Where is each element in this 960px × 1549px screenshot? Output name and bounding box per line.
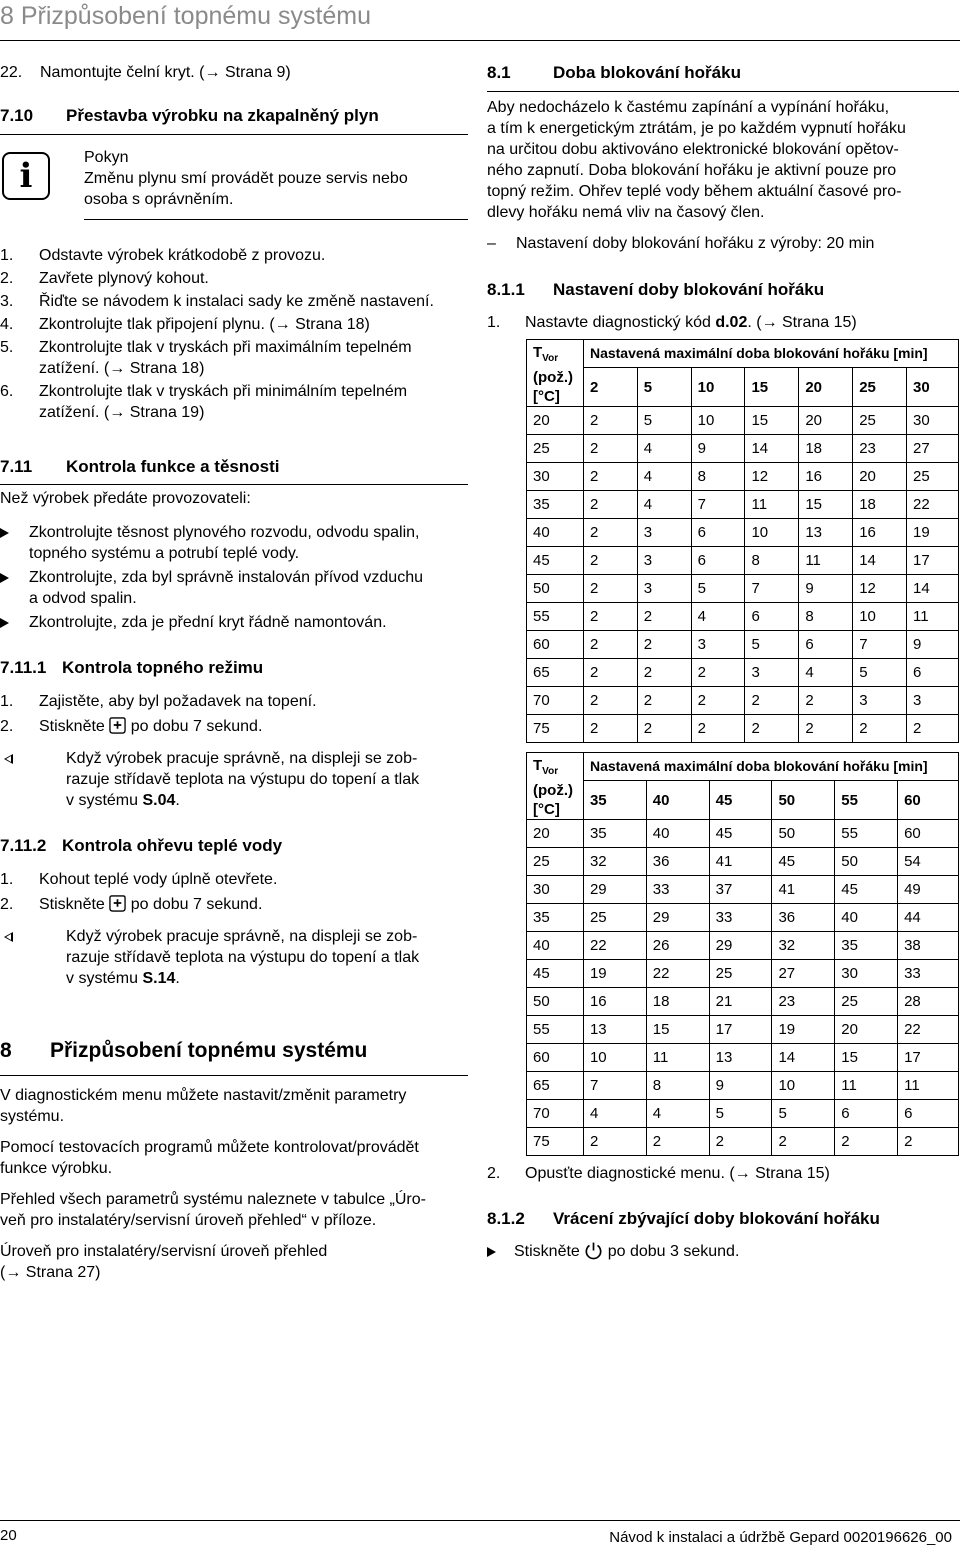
temperature-cell: 20: [527, 820, 584, 848]
footer-rule: [0, 1520, 960, 1521]
value-cell: 8: [799, 603, 853, 631]
temperature-cell: 35: [527, 904, 584, 932]
table-title-cell: Nastavená maximální doba blokování hořáku [min]: [583, 340, 958, 368]
value-cell: 33: [646, 876, 709, 904]
value-cell: 2: [853, 715, 907, 743]
table-title-cell: Nastavená maximální doba blokování hořáku [min]: [583, 753, 958, 781]
table-row: [527, 848, 959, 876]
table-row: [527, 407, 959, 435]
value-cell: 10: [583, 1044, 646, 1072]
value-cell: 20: [799, 407, 853, 435]
value-cell: 13: [583, 1016, 646, 1044]
value-cell: 5: [709, 1100, 772, 1128]
value-cell: 3: [691, 631, 745, 659]
value-cell: 2: [637, 659, 691, 687]
value-cell: 26: [646, 932, 709, 960]
section-7-11-1-heading: 7.11.1 Kontrola topného režimu: [0, 658, 264, 677]
temp-header-cell: $T_{Vor}$ (pož.) [°C]: [527, 340, 584, 407]
value-cell: 25: [853, 407, 907, 435]
value-cell: 2: [691, 715, 745, 743]
value-cell: 10: [745, 519, 799, 547]
temperature-cell: 65: [527, 1072, 584, 1100]
value-cell: 11: [907, 603, 959, 631]
value-cell: 11: [745, 491, 799, 519]
value-cell: 7: [853, 631, 907, 659]
value-cell: 12: [745, 463, 799, 491]
section-8-1-1-heading: 8.1.1 Nastavení doby blokování hořáku: [487, 280, 825, 299]
section-8-1-2-heading: 8.1.2 Vrácení zbývající doby blokování hořáku: [487, 1209, 880, 1228]
step-2: 2. Stiskněte po dobu 7 sekund.: [0, 896, 263, 913]
value-cell: 2: [637, 687, 691, 715]
value-cell: 25: [907, 463, 959, 491]
bullet-arrow-icon: [0, 573, 9, 583]
value-cell: 9: [709, 1072, 772, 1100]
value-cell: 32: [583, 848, 646, 876]
temperature-cell: 50: [527, 575, 584, 603]
temperature-cell: 70: [527, 687, 584, 715]
value-cell: 13: [799, 519, 853, 547]
result-arrow-icon: [4, 754, 13, 764]
value-cell: 36: [772, 904, 835, 932]
section-7-11-heading: 7.11 Kontrola funkce a těsnosti: [0, 457, 280, 476]
value-cell: 4: [799, 659, 853, 687]
list-item: 1. Odstavte výrobek krátkodobě z provozu.: [0, 247, 326, 264]
value-cell: 3: [637, 519, 691, 547]
value-cell: 35: [835, 932, 898, 960]
value-cell: 9: [691, 435, 745, 463]
value-cell: 30: [907, 407, 959, 435]
value-cell: 2: [637, 715, 691, 743]
temperature-cell: 20: [527, 407, 584, 435]
note-line: Změnu plynu smí provádět pouze servis nebo: [84, 170, 408, 187]
section-rule: [0, 1075, 468, 1076]
list-item: 5. Zkontrolujte tlak v tryskách při maximálním tepelném zatížení. (→ Strana 18): [0, 339, 412, 377]
value-cell: 11: [835, 1072, 898, 1100]
step-2: 2. Stiskněte po dobu 7 sekund.: [0, 718, 263, 735]
value-cell: 38: [898, 932, 959, 960]
value-cell: 23: [853, 435, 907, 463]
table-row: [527, 547, 959, 575]
value-cell: 40: [835, 904, 898, 932]
value-cell: 7: [745, 575, 799, 603]
value-cell: 36: [646, 848, 709, 876]
value-cell: 25: [835, 988, 898, 1016]
value-cell: 10: [772, 1072, 835, 1100]
value-cell: 9: [907, 631, 959, 659]
bullet-item: Stiskněte po dobu 3 sekund.: [487, 1241, 739, 1262]
value-cell: 10: [691, 407, 745, 435]
temperature-cell: 25: [527, 848, 584, 876]
table-row: [527, 960, 959, 988]
value-cell: 6: [691, 519, 745, 547]
plus-button-icon: [109, 895, 126, 912]
value-cell: 14: [907, 575, 959, 603]
value-cell: 2: [583, 463, 637, 491]
value-cell: 22: [907, 491, 959, 519]
value-cell: 11: [646, 1044, 709, 1072]
value-cell: 6: [691, 547, 745, 575]
value-cell: 35: [583, 820, 646, 848]
table-header-row: [527, 340, 959, 368]
value-cell: 2: [745, 715, 799, 743]
value-cell: 2: [583, 715, 637, 743]
list-item: 2. Zavřete plynový kohout.: [0, 270, 209, 287]
value-cell: 2: [745, 687, 799, 715]
value-cell: 8: [745, 547, 799, 575]
plus-button-icon: [109, 717, 126, 734]
value-cell: 4: [646, 1100, 709, 1128]
value-cell: 6: [745, 603, 799, 631]
page-number: 20: [0, 1527, 17, 1544]
value-cell: 25: [583, 904, 646, 932]
temperature-cell: 55: [527, 603, 584, 631]
value-cell: 2: [799, 687, 853, 715]
table-row: [527, 1072, 959, 1100]
table-row: [527, 932, 959, 960]
table-subheader-row: 35 40 45 50 55 60: [527, 781, 959, 820]
value-cell: 11: [898, 1072, 959, 1100]
value-cell: 2: [583, 631, 637, 659]
value-cell: 55: [835, 820, 898, 848]
temp-header-cell: $T_{Vor}$ (pož.) [°C]: [527, 753, 584, 820]
table-row: [527, 491, 959, 519]
value-cell: 17: [709, 1016, 772, 1044]
value-cell: 19: [583, 960, 646, 988]
temperature-cell: 60: [527, 1044, 584, 1072]
result-arrow-icon: [4, 932, 13, 942]
value-cell: 50: [835, 848, 898, 876]
value-cell: 40: [646, 820, 709, 848]
value-cell: 30: [835, 960, 898, 988]
table-row: [527, 988, 959, 1016]
value-cell: 22: [898, 1016, 959, 1044]
list-item: 6. Zkontrolujte tlak v tryskách při minimálním tepelném zatížení. (→ Strana 19): [0, 383, 408, 421]
value-cell: 45: [835, 876, 898, 904]
value-cell: 33: [709, 904, 772, 932]
paragraph: V diagnostickém menu můžete nastavit/změnit parametry systému.: [0, 1087, 407, 1125]
value-cell: 2: [637, 631, 691, 659]
value-cell: 2: [583, 407, 637, 435]
value-cell: 2: [898, 1128, 959, 1156]
value-cell: 18: [646, 988, 709, 1016]
table-row: [527, 519, 959, 547]
value-cell: 5: [691, 575, 745, 603]
table-header-row: [527, 753, 959, 781]
table-row: [527, 631, 959, 659]
bullet-item: Zkontrolujte těsnost plynového rozvodu, odvodu spalin, topného systému a potrubí teplé vody.: [0, 522, 470, 564]
value-cell: 2: [583, 603, 637, 631]
value-cell: 2: [583, 1128, 646, 1156]
value-cell: 15: [646, 1016, 709, 1044]
value-cell: 22: [583, 932, 646, 960]
value-cell: 28: [898, 988, 959, 1016]
page-header: 8 Přizpůsobení topnému systému: [0, 2, 372, 30]
value-cell: 27: [907, 435, 959, 463]
table-row: [527, 603, 959, 631]
value-cell: 54: [898, 848, 959, 876]
note-rule: [84, 219, 468, 220]
table-row: [527, 687, 959, 715]
value-cell: 18: [853, 491, 907, 519]
value-cell: 17: [898, 1044, 959, 1072]
dash-item: – Nastavení doby blokování hořáku z výroby: 20 min: [487, 235, 875, 252]
value-cell: 14: [853, 547, 907, 575]
table-row: [527, 435, 959, 463]
value-cell: 10: [853, 603, 907, 631]
temperature-cell: 35: [527, 491, 584, 519]
value-cell: 6: [907, 659, 959, 687]
bullet-arrow-icon: [0, 528, 9, 538]
note-box: [84, 147, 408, 210]
value-cell: 6: [835, 1100, 898, 1128]
value-cell: 45: [709, 820, 772, 848]
temperature-cell: 40: [527, 932, 584, 960]
value-cell: 21: [709, 988, 772, 1016]
value-cell: 5: [772, 1100, 835, 1128]
value-cell: 60: [898, 820, 959, 848]
value-cell: 2: [583, 659, 637, 687]
value-cell: 2: [583, 519, 637, 547]
value-cell: 45: [772, 848, 835, 876]
value-cell: 3: [637, 547, 691, 575]
value-cell: 27: [772, 960, 835, 988]
value-cell: 16: [799, 463, 853, 491]
steps-7-10: [0, 245, 470, 423]
table-row: [527, 1044, 959, 1072]
table-row: [527, 715, 959, 743]
temperature-cell: 55: [527, 1016, 584, 1044]
note-title: Pokyn: [84, 149, 129, 166]
value-cell: 6: [898, 1100, 959, 1128]
value-cell: 3: [637, 575, 691, 603]
temperature-cell: 70: [527, 1100, 584, 1128]
value-cell: 17: [907, 547, 959, 575]
value-cell: 12: [853, 575, 907, 603]
table-row: [527, 1016, 959, 1044]
value-cell: 2: [907, 715, 959, 743]
value-cell: 3: [853, 687, 907, 715]
value-cell: 6: [799, 631, 853, 659]
section-rule: [0, 134, 468, 135]
list-item: 3. Řiďte se návodem k instalaci sady ke změně nastavení.: [0, 293, 434, 310]
intro-text: Než výrobek předáte provozovateli:: [0, 490, 251, 507]
temperature-cell: 45: [527, 547, 584, 575]
header-rule: [0, 40, 960, 41]
value-cell: 41: [709, 848, 772, 876]
blocking-time-table-2: [526, 752, 959, 1156]
value-cell: 15: [835, 1044, 898, 1072]
value-cell: 2: [583, 575, 637, 603]
table-row: [527, 1128, 959, 1156]
value-cell: 5: [853, 659, 907, 687]
value-cell: 15: [799, 491, 853, 519]
value-cell: 16: [853, 519, 907, 547]
value-cell: 2: [583, 547, 637, 575]
value-cell: 4: [637, 491, 691, 519]
value-cell: 32: [772, 932, 835, 960]
value-cell: 15: [745, 407, 799, 435]
value-cell: 3: [907, 687, 959, 715]
value-cell: 4: [637, 463, 691, 491]
table-row: [527, 820, 959, 848]
value-cell: 16: [583, 988, 646, 1016]
temperature-cell: 30: [527, 463, 584, 491]
value-cell: 7: [691, 491, 745, 519]
temperature-cell: 50: [527, 988, 584, 1016]
value-cell: 20: [835, 1016, 898, 1044]
value-cell: 29: [646, 904, 709, 932]
value-cell: 2: [637, 603, 691, 631]
value-cell: 7: [583, 1072, 646, 1100]
step-2: 2. Opusťte diagnostické menu. (→ Strana 15): [487, 1165, 830, 1182]
list-item: 4. Zkontrolujte tlak připojení plynu. (→ Strana 18): [0, 316, 370, 333]
table-row: [527, 575, 959, 603]
value-cell: 8: [691, 463, 745, 491]
temperature-cell: 60: [527, 631, 584, 659]
bullet-item: Zkontrolujte, zda je přední kryt řádně namontován.: [0, 612, 470, 633]
paragraph: Úroveň pro instalatéry/servisní úroveň přehled (→ Strana 27): [0, 1243, 328, 1281]
section-7-11-2-heading: 7.11.2 Kontrola ohřevu teplé vody: [0, 836, 283, 855]
bullets-7-11: [0, 522, 470, 633]
section-8-1-heading: 8.1 Doba blokování hořáku: [487, 63, 741, 82]
temperature-cell: 40: [527, 519, 584, 547]
value-cell: 50: [772, 820, 835, 848]
note-line: osoba s oprávněním.: [84, 191, 234, 208]
paragraph: Pomocí testovacích programů můžete kontrolovat/provádět funkce výrobku.: [0, 1139, 419, 1177]
temperature-cell: 30: [527, 876, 584, 904]
table-row: [527, 876, 959, 904]
value-cell: 37: [709, 876, 772, 904]
value-cell: 2: [583, 687, 637, 715]
value-cell: 13: [709, 1044, 772, 1072]
section-8-1-paragraph: Aby nedocházelo k častému zapínání a vypínání hořáku, a tím k energetickým ztrátám, je po každém vypnutí hořáku na určitou dobu aktivováno elektronické blokování opětov- ného zapnutí. Doba blokování hořáku je aktivní pouze pro topný režim. Ohřev teplé vody během aktuální časové pro- dlevy hořáku nemá vliv na časový člen.: [487, 99, 906, 221]
value-cell: 2: [799, 715, 853, 743]
value-cell: 2: [709, 1128, 772, 1156]
value-cell: 8: [646, 1072, 709, 1100]
value-cell: 2: [835, 1128, 898, 1156]
table-row: [527, 904, 959, 932]
document-title: Návod k instalaci a údržbě Gepard 0020196626_00: [609, 1529, 952, 1546]
value-cell: 4: [637, 435, 691, 463]
paragraph: Přehled všech parametrů systému naleznete v tabulce „Úro- veň pro instalatéry/servisní úroveň přehled“ v příloze.: [0, 1191, 426, 1229]
value-cell: 19: [772, 1016, 835, 1044]
value-cell: 9: [799, 575, 853, 603]
value-cell: 41: [772, 876, 835, 904]
value-cell: 2: [583, 491, 637, 519]
value-cell: 20: [853, 463, 907, 491]
step-22: 22. Namontujte čelní kryt. (→ Strana 9): [0, 64, 291, 81]
table-row: [527, 659, 959, 687]
info-icon: i: [2, 152, 50, 200]
value-cell: 2: [772, 1128, 835, 1156]
temperature-cell: 75: [527, 715, 584, 743]
section-rule: [487, 91, 959, 92]
value-cell: 44: [898, 904, 959, 932]
table-row: [527, 1100, 959, 1128]
value-cell: 29: [583, 876, 646, 904]
value-cell: 2: [646, 1128, 709, 1156]
section-7-10-heading: 7.10 Přestavba výrobku na zkapalněný plyn: [0, 106, 379, 125]
section-rule: [0, 484, 468, 485]
value-cell: 4: [691, 603, 745, 631]
temperature-cell: 25: [527, 435, 584, 463]
value-cell: 14: [745, 435, 799, 463]
result-7-11-1: Když výrobek pracuje správně, na displeji se zob- razuje střídavě teplota na výstupu do topení a tlak v systému S.04.: [0, 748, 419, 811]
value-cell: 22: [646, 960, 709, 988]
value-cell: 11: [799, 547, 853, 575]
step-1: 1. Zajistěte, aby byl požadavek na topení.: [0, 693, 317, 710]
table-row: [527, 463, 959, 491]
value-cell: 5: [745, 631, 799, 659]
value-cell: 49: [898, 876, 959, 904]
bullet-arrow-icon: [0, 618, 9, 628]
result-7-11-2: Když výrobek pracuje správně, na displeji se zob- razuje střídavě teplota na výstupu do topení a tlak v systému S.14.: [0, 926, 419, 989]
value-cell: 23: [772, 988, 835, 1016]
value-cell: 4: [583, 1100, 646, 1128]
bullet-arrow-icon: [487, 1247, 496, 1257]
temperature-cell: 45: [527, 960, 584, 988]
value-cell: 5: [637, 407, 691, 435]
value-cell: 18: [799, 435, 853, 463]
step-1: 1. Kohout teplé vody úplně otevřete.: [0, 871, 278, 888]
value-cell: 2: [691, 687, 745, 715]
bullet-item: Zkontrolujte, zda byl správně instalován přívod vzduchu a odvod spalin.: [0, 567, 470, 609]
value-cell: 14: [772, 1044, 835, 1072]
section-8-body: [0, 1085, 470, 1283]
value-cell: 25: [709, 960, 772, 988]
power-icon: [584, 1241, 603, 1260]
value-cell: 29: [709, 932, 772, 960]
section-8-heading: 8 Přizpůsobení topnému systému: [0, 1039, 368, 1062]
step-1: 1. Nastavte diagnostický kód d.02. (→ Strana 15): [487, 314, 857, 331]
temperature-cell: 65: [527, 659, 584, 687]
temperature-cell: 75: [527, 1128, 584, 1156]
value-cell: 19: [907, 519, 959, 547]
table-subheader-row: 2 5 10 15 20 25 30: [527, 368, 959, 407]
blocking-time-table-1: [526, 339, 959, 743]
value-cell: 2: [583, 435, 637, 463]
value-cell: 3: [745, 659, 799, 687]
value-cell: 2: [691, 659, 745, 687]
value-cell: 33: [898, 960, 959, 988]
